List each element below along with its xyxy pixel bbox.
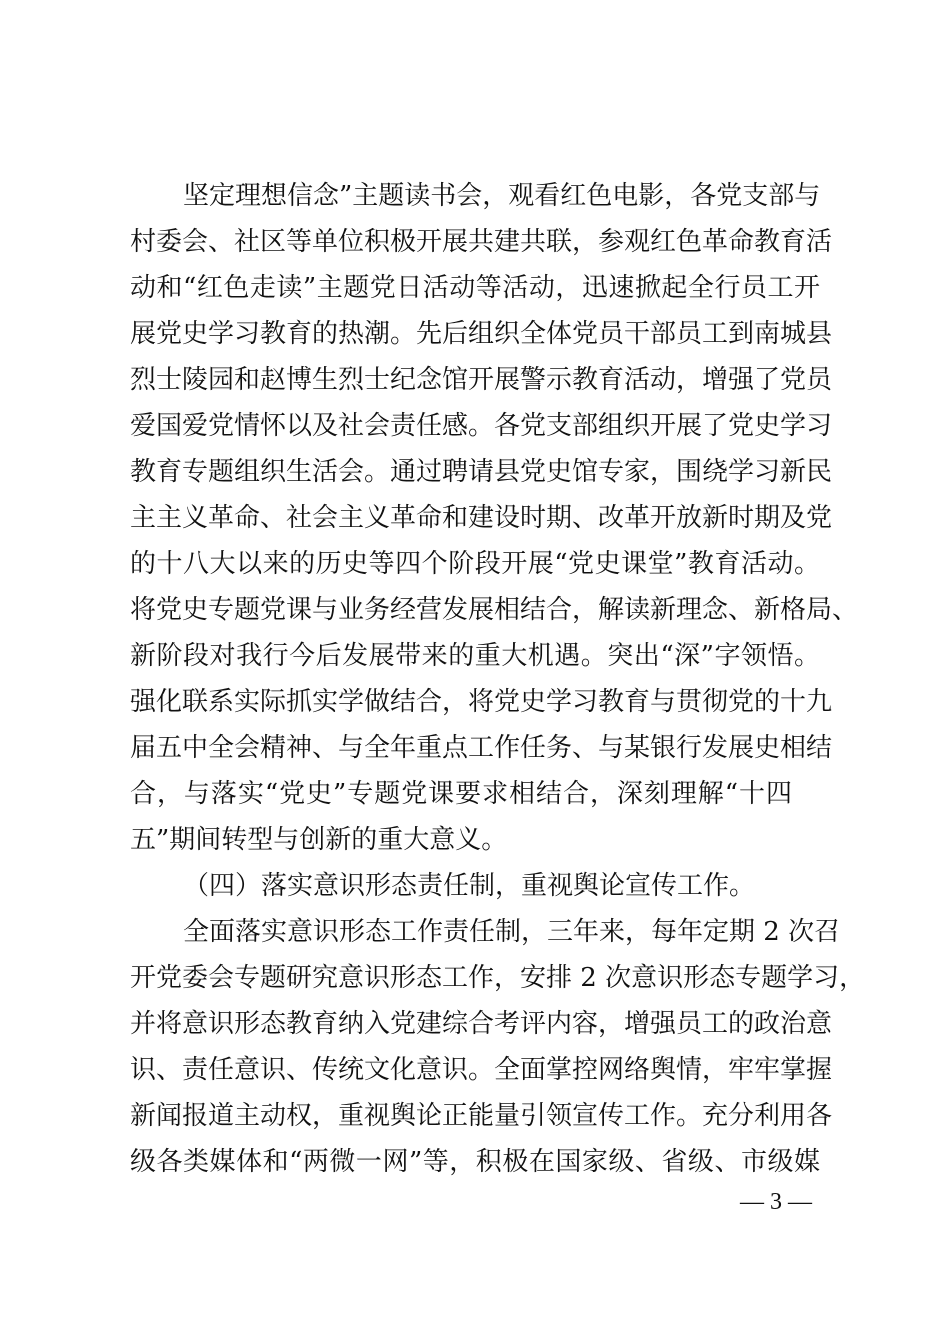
- paragraph-1-line-15: 五”期间转型与创新的重大意义。: [130, 825, 508, 855]
- paragraph-1-line-6: 爱国爱党情怀以及社会责任感。各党支部组织开展了党史学习: [130, 411, 833, 441]
- paragraph-1-line-10: 将党史专题党课与业务经营发展相结合，解读新理念、新格局、: [130, 595, 859, 625]
- paragraph-1-line-5: 烈士陵园和赵博生烈士纪念馆开展警示教育活动，增强了党员: [130, 365, 833, 395]
- paragraph-1-line-3: 动和“红色走读”主题党日活动等活动，迅速掀起全行员工开: [130, 273, 820, 303]
- paragraph-1-line-8: 主主义革命、社会主义革命和建设时期、改革开放新时期及党: [130, 503, 833, 533]
- paragraph-1-line-1: 坚定理想信念”主题读书会，观看红色电影，各党支部与: [183, 181, 821, 211]
- section-heading: （四）落实意识形态责任制，重视舆论宣传工作。: [183, 871, 756, 901]
- paragraph-1-line-7: 教育专题组织生活会。通过聘请县党史馆专家，围绕学习新民: [130, 457, 833, 487]
- paragraph-2-line-2: 开党委会专题研究意识形态工作，安排 2 次意识形态专题学习，: [130, 963, 866, 993]
- paragraph-2-line-3: 并将意识形态教育纳入党建综合考评内容，增强员工的政治意: [130, 1009, 833, 1039]
- paragraph-1-line-4: 展党史学习教育的热潮。先后组织全体党员干部员工到南城县: [130, 319, 833, 349]
- paragraph-1-line-11: 新阶段对我行今后发展带来的重大机遇。突出“深”字领悟。: [130, 641, 820, 671]
- page-number: — 3 —: [740, 1189, 812, 1215]
- paragraph-2-line-4: 识、责任意识、传统文化意识。全面掌控网络舆情，牢牢掌握: [130, 1055, 833, 1085]
- paragraph-1-line-9: 的十八大以来的历史等四个阶段开展“党史课堂”教育活动。: [130, 549, 820, 579]
- paragraph-1-line-2: 村委会、社区等单位积极开展共建共联，参观红色革命教育活: [130, 227, 833, 257]
- paragraph-2-line-1: 全面落实意识形态工作责任制，三年来，每年定期 2 次召: [183, 917, 841, 947]
- paragraph-1-line-12: 强化联系实际抓实学做结合，将党史学习教育与贯彻党的十九: [130, 687, 833, 717]
- paragraph-1-line-13: 届五中全会精神、与全年重点工作任务、与某银行发展史相结: [130, 733, 833, 763]
- paragraph-1-line-14: 合，与落实“党史”专题党课要求相结合，深刻理解“十四: [130, 779, 792, 809]
- paragraph-2-line-5: 新闻报道主动权，重视舆论正能量引领宣传工作。充分利用各: [130, 1101, 833, 1131]
- paragraph-2-line-6: 级各类媒体和“两微一网”等，积极在国家级、省级、市级媒: [130, 1147, 820, 1177]
